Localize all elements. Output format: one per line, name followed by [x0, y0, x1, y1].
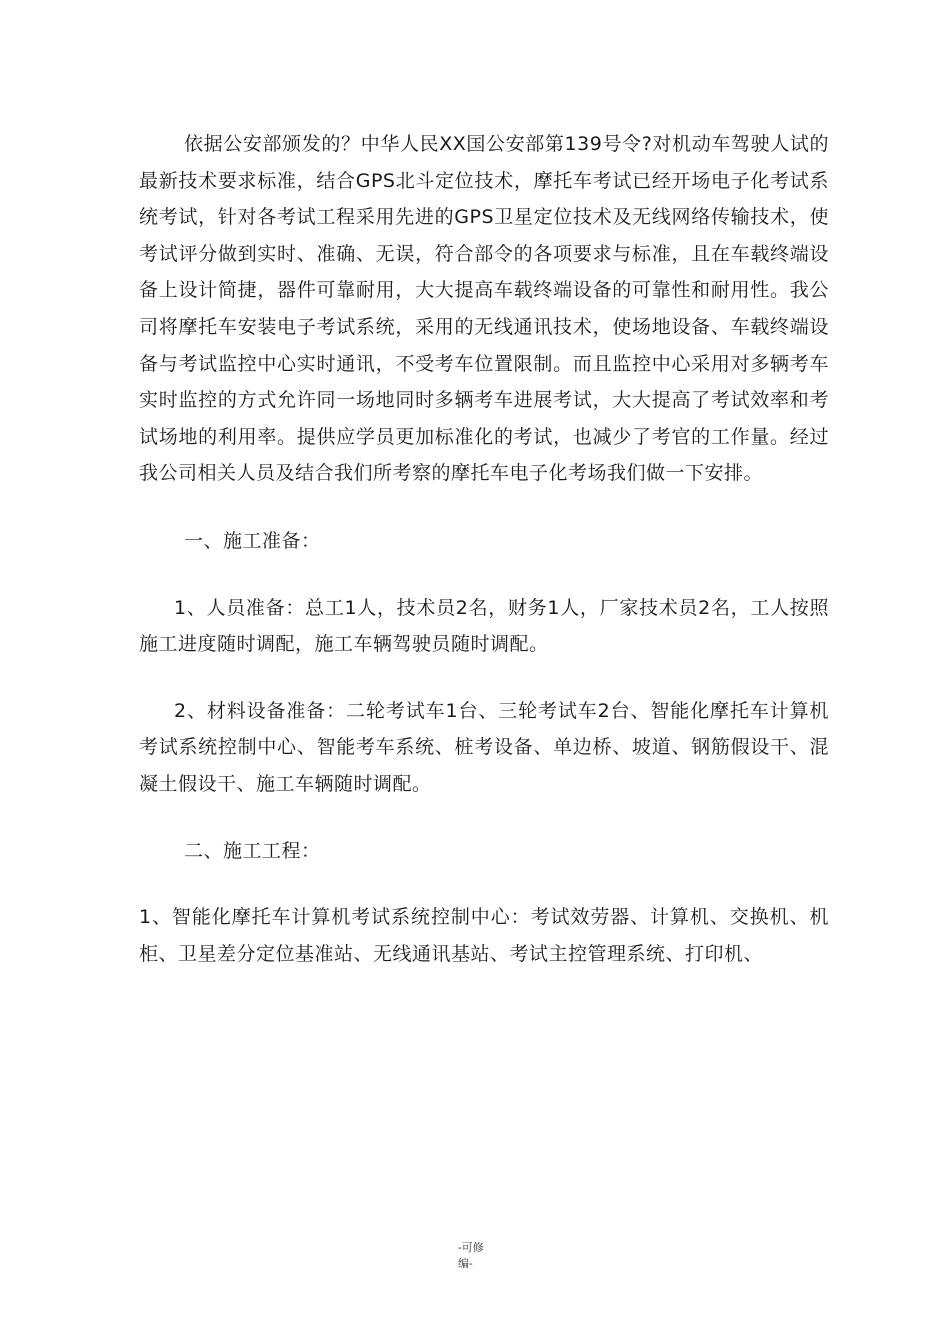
- footer-line-2: 编-: [458, 1257, 473, 1270]
- paragraph-control-center: 1、智能化摩托车计算机考试系统控制中心：考试效劳器、计算机、交换机、机柜、卫星差分定位基准站、无线通讯基站、考试主控管理系统、打印机、: [139, 906, 829, 965]
- paragraph-materials: 2、材料设备准备：二轮考试车1台、三轮考试车2台、智能化摩托车计算机考试系统控制中心、智能考车系统、桩考设备、单边桥、坡道、钢筋假设干、混凝土假设干、施工车辆随时调配。: [139, 699, 829, 795]
- paragraph-personnel: 1、人员准备：总工1人，技术员2名，财务1人，厂家技术员2名，工人按照施工进度随时调配，施工车辆驾驶员随时调配。: [139, 596, 829, 656]
- page-footer: [440, 1240, 510, 1272]
- section-heading-preparation: 一、施工准备：: [184, 529, 321, 552]
- footer-line-1: -可修: [458, 1241, 484, 1254]
- document-body: [139, 126, 829, 972]
- intro-paragraph: 依据公安部颁发的？中华人民XX国公安部第139号令?对机动车驾驶人试的最新技术要求标准，结合GPS北斗定位技术，摩托车考试已经开场电子化考试系统考试，针对各考试工程采用先进的GPS卫星定位技术及无线网络传输技术，使考试评分做到实时、准确、无误，符合部令的各项要求与标准，且在车载终端设备上设计简捷，器件可靠耐用，大大提高车载终端设备的可靠性和耐用性。我公司将摩托车安装电子考试系统，采用的无线通讯技术，使场地设备、车载终端设备与考试监控中心实时通讯，不受考车位置限制。而且监控中心采用对多辆考车实时监控的方式允许同一场地同时多辆考车进展考试，大大提高了考试效率和考试场地的利用率。提供应学员更加标准化的考试，也减少了考官的工作量。经过我公司相关人员及结合我们所考察的摩托车电子化考场我们做一下安排。: [139, 133, 829, 485]
- section-heading-project: 二、施工工程：: [184, 839, 321, 862]
